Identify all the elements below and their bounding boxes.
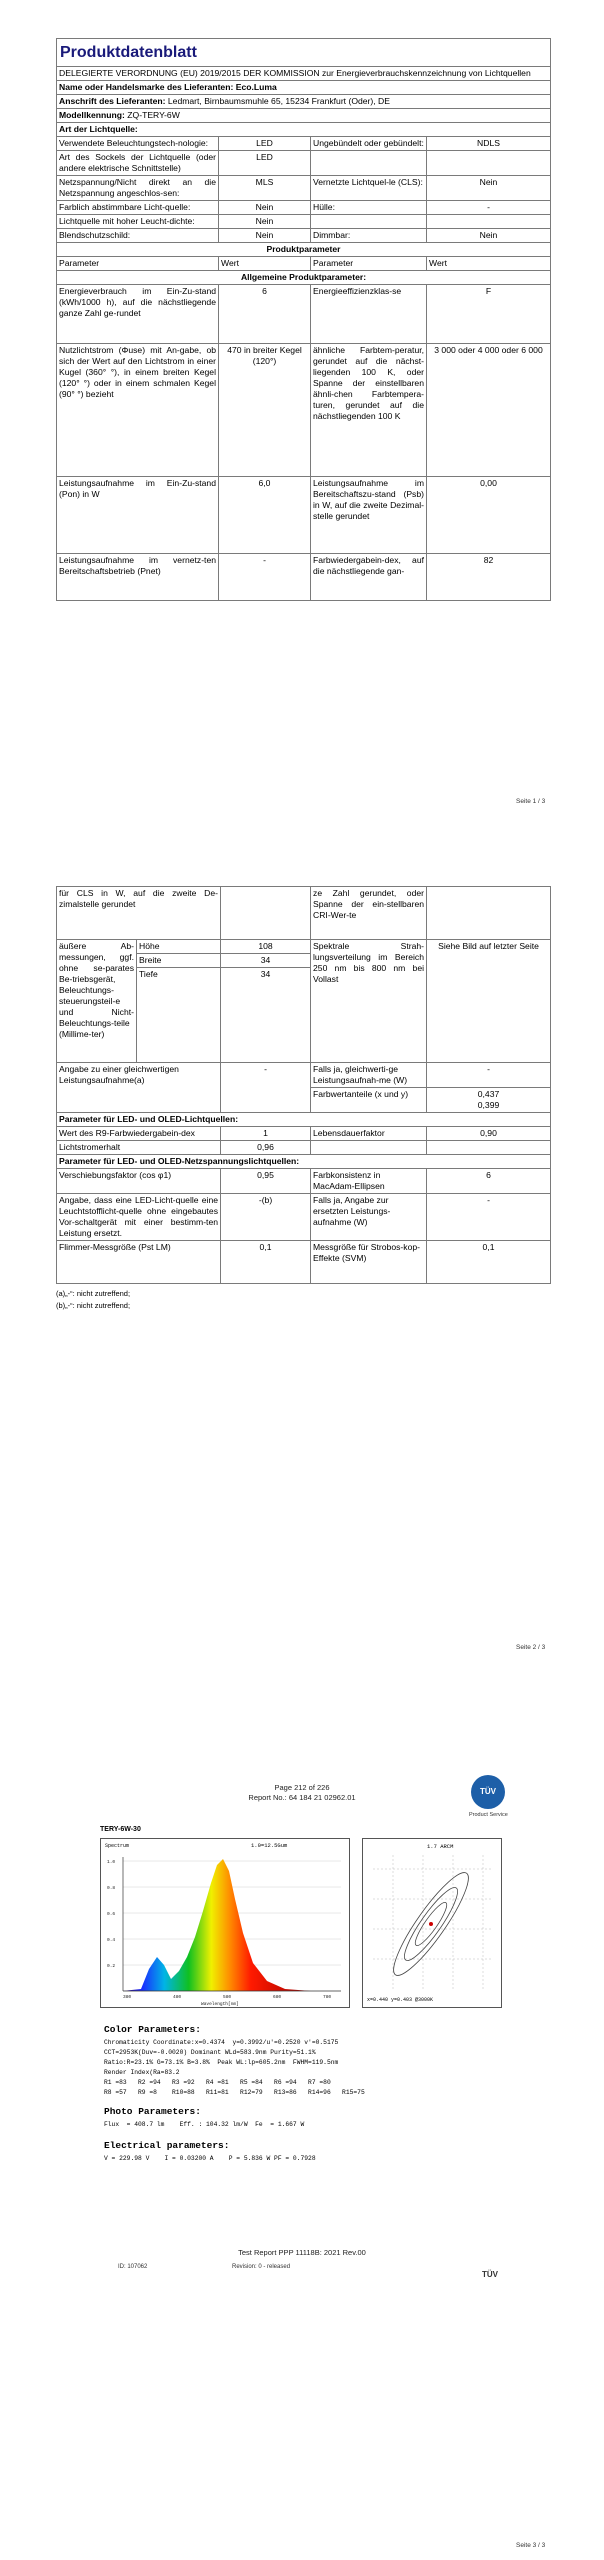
electrical-params-title: Electrical parameters: [104,2140,230,2151]
color-line: Render Index(Ra=83.2 [104,2069,180,2076]
spectrum-axis-label: Wavelength[nm] [201,2002,239,2007]
spectrum-chart [100,1838,350,2008]
row-value: 0,95 [221,1169,311,1194]
row-label: Energieverbrauch im Ein-Zu-stand (kWh/1000 h), auf die nächstliegende ganze Zahl ge-rundet [57,285,219,344]
row-value: Nein [427,229,551,243]
row-label: für CLS in W, auf die zweite De-zimalstelle gerundet [57,887,221,940]
row-value: Nein [219,215,311,229]
page-number: Seite 3 / 3 [516,2542,546,2549]
row-label: Dimmbar: [311,229,427,243]
row-label: Leistungsaufnahme im vernetz-ten Bereitschaftsbetrieb (Pnet) [57,554,219,601]
row-value: 6 [219,285,311,344]
equivalent-power-right-label: Falls ja, gleichwerti-ge Leistungsaufnah-me (W) [311,1063,427,1088]
row-label [311,1141,427,1155]
page-number: Seite 1 / 3 [516,798,546,805]
tuv-small-logo: TÜV [482,2270,498,2279]
row-value [427,887,551,940]
row-label: ähnliche Farbtem-peratur, gerundet auf die nächst-liegenden 100 K, oder Spanne der einstellbaren ähnli-chen Farbtempera-turen, gerundet auf die nächstliegenden 100 K [311,344,427,477]
device-label: TERY-6W-30 [100,1826,141,1833]
dimensions-label: äußere Ab-messungen, ggf. ohne se-parates Be-triebsgerät, Beleuchtungs-steuerungsteil-e und Nicht-Beleuchtungs-teile (Millime-ter) [57,940,137,1063]
spectrum-y-tick: 0.8 [107,1886,116,1891]
dimension-key: Tiefe [137,968,221,1063]
row-label: Angabe, dass eine LED-Licht-quelle eine Leuchtstofflicht-quelle ohne eingebautes Vor-schaltgerät mit einer bestimm-ten Leistung ersetzt. [57,1194,221,1241]
chromaticity-y: 0,399 [477,1100,500,1110]
color-params-block [104,2038,365,2098]
dimension-value: 108 [221,940,311,954]
row-label: Leistungsaufnahme im Bereitschaftszu-stand (Psb) in W, auf die zweite Dezimal-stelle gerundet [311,477,427,554]
equivalent-power-right-value: - [427,1063,551,1088]
row-value: 0,00 [427,477,551,554]
row-value: 1 [221,1127,311,1141]
row-label: Flimmer-Messgröße (Pst LM) [57,1241,221,1284]
row-value: - [427,201,551,215]
supplier-address-row [57,95,551,109]
color-line: R1 =83 R2 =94 R3 =92 R4 =81 R5 =84 R6 =94 R7 =80 [104,2079,331,2086]
row-label: Netzspannung/Nicht direkt an die Netzspannung angeschlos-sen: [57,176,219,201]
ellipse-caption: x=0.440 y=0.403 @3000K [367,1997,434,2003]
supplier-address: Ledmart, Birnbaumsmuhle 65, 15234 Frankfurt (Oder), DE [167,96,390,106]
footnote-b: (b)„-“: nicht zutreffend; [56,1301,131,1310]
general-params-header: Allgemeine Produktparameter: [57,271,551,285]
spectrum-x-tick: 680 [273,1995,282,2000]
spectrum-y-tick: 1.0 [107,1860,116,1865]
spectrum-curve [123,1859,311,1991]
supplier-name: Name oder Handelsmarke des Lieferanten: Eco.Luma [57,81,551,95]
row-value [427,215,551,229]
row-value: F [427,285,551,344]
dimension-key: Breite [137,954,221,968]
spectrum-x-tick: 780 [323,1995,332,2000]
row-label: Falls ja, Angabe zur ersetzten Leistungs-aufnahme (W) [311,1194,427,1241]
row-label [311,215,427,229]
row-label: Energieeffizienzklas-se [311,285,427,344]
product-params-header: Produktparameter [57,243,551,257]
row-value: -(b) [221,1194,311,1241]
page-3 [0,1760,604,2560]
row-value: 3 000 oder 4 000 oder 6 000 [427,344,551,477]
electrical-params-line: V = 229.98 V I = 0.03200 A P = 5.836 W PF = 0.7928 [104,2155,316,2162]
row-label: Blendschutzschild: [57,229,219,243]
equivalent-power-value: - [221,1063,311,1113]
row-value: 6 [427,1169,551,1194]
dimension-value: 34 [221,968,311,1063]
col-header-param: Parameter [311,257,427,271]
col-header-param: Parameter [57,257,219,271]
row-label: Ungebündelt oder gebündelt: [311,137,427,151]
ellipse-title: 1.7 ARCM [427,1843,454,1850]
row-value [221,887,311,940]
row-value: - [427,1194,551,1241]
spectrum-corner-label: Spectrum [105,1843,130,1849]
row-value: LED [219,151,311,176]
row-value: - [219,554,311,601]
row-value: LED [219,137,311,151]
row-value: 82 [427,554,551,601]
row-label: ze Zahl gerundet, oder Spanne der ein-stellbaren CRI-Wer-te [311,887,427,940]
spectrum-y-tick: 0.6 [107,1912,116,1917]
spectrum-y-tick: 0.2 [107,1964,116,1969]
model-id: ZQ-TERY-6W [127,110,180,120]
footnotes [56,1288,550,1312]
macadam-svg [363,1839,501,2007]
col-header-value: Wert [427,257,551,271]
document-id: ID: 107062 [118,2264,148,2270]
row-value: Nein [219,201,311,215]
color-line: CCT=2953K(Duv=-0.0020) Dominant WLd=583.9nm Purity=51.1% [104,2049,316,2056]
row-value: 470 in breiter Kegel (120°) [219,344,311,477]
revision: Revision: 0 - released [232,2264,291,2270]
row-label: Wert des R9-Farbwiedergabein-dex [57,1127,221,1141]
row-label: Hülle: [311,201,427,215]
spectrum-x-tick: 480 [173,1995,182,2000]
spectrum-x-tick: 380 [123,1995,132,2000]
report-number: Report No.: 64 184 21 02962.01 [248,1793,356,1802]
row-value: 0,1 [427,1241,551,1284]
col-header-value: Wert [219,257,311,271]
model-label: Modellkennung: [59,110,125,120]
row-value: Nein [427,176,551,201]
row-label: Lichtquelle mit hoher Leucht-dichte: [57,215,219,229]
test-report: Test Report PPP 11118B: 2021 Rev.00 [238,2248,366,2257]
row-label [311,151,427,176]
row-label: Leistungsaufnahme im Ein-Zu-stand (Pon) in W [57,477,219,554]
row-label: Vernetzte Lichtquel-le (CLS): [311,176,427,201]
row-value [427,151,551,176]
color-line: Ratio:R=23.1% G=73.1% B=3.8% Peak WL:lp=605.2nm FWHM=119.5nm [104,2059,339,2066]
color-line: R8 =57 R9 =8 R10=88 R11=81 R12=79 R13=86 R14=96 R15=75 [104,2089,365,2096]
equivalent-power-label: Angabe zu einer gleichwertigen Leistungsaufnahme(a) [57,1063,221,1113]
photo-params-line: Flux = 408.7 lm Eff. : 104.32 lm/W Fe = 1.667 W [104,2121,305,2128]
row-value: 6,0 [219,477,311,554]
page-1 [0,0,604,805]
led-params-header: Parameter für LED- und OLED-Lichtquellen: [57,1113,551,1127]
row-value: 0,1 [221,1241,311,1284]
footnote-a: (a)„-“: nicht zutreffend; [56,1289,131,1298]
row-label: Verschiebungsfaktor (cos φ1) [57,1169,221,1194]
row-label: Farblich abstimmbare Licht-quelle: [57,201,219,215]
chromaticity-values [427,1088,551,1113]
spectrum-y-tick: 0.4 [107,1938,116,1943]
spectrum-title: 1.0=12.5Gum [251,1842,288,1849]
spectrum-x-tick: 580 [223,1995,232,2000]
chromaticity-x: 0,437 [477,1089,500,1099]
page-title: Produktdatenblatt [57,39,551,67]
row-label: Nutzlichtstrom (Φuse) mit An-gabe, ob sich der Wert auf den Lichtstrom in einer Kugel (360° °), in einem breiten Kegel (120° °) oder in einem schmalen Kegel (90° °) bezieht [57,344,219,477]
row-label: Farbwiedergabein-dex, auf die nächstliegende gan- [311,554,427,601]
row-label: Messgröße für Strobos-kop-Effekte (SVM) [311,1241,427,1284]
datasheet-table [56,38,550,601]
light-source-type-header: Art der Lichtquelle: [57,123,551,137]
spectral-value: Siehe Bild auf letzter Seite [427,940,551,1063]
dimension-value: 34 [221,954,311,968]
row-label: Lebensdauerfaktor [311,1127,427,1141]
ellipse-grid [373,1855,491,1989]
color-params-title: Color Parameters: [104,2024,201,2035]
row-label: Art des Sockels der Lichtquelle (oder andere elektrische Schnittstelle) [57,151,219,176]
datasheet-table-continued [56,886,550,1312]
tuv-logo: TÜV [471,1775,505,1809]
tuv-caption: Product Service [469,1812,508,1818]
dimension-key: Höhe [137,940,221,954]
row-label: Lichtstromerhalt [57,1141,221,1155]
report-page: Page 212 of 226 [274,1783,330,1792]
row-label: Verwendete Beleuchtungstech-nologie: [57,137,219,151]
color-line: Chromaticity Coordinate:x=0.4374 y=0.3992/u'=0.2520 v'=0.5175 [104,2039,339,2046]
spectral-label: Spektrale Strah-lungsverteilung im Bereich 250 nm bis 800 nm bei Vollast [311,940,427,1063]
row-label: Farbkonsistenz in MacAdam-Ellipsen [311,1169,427,1194]
row-value: MLS [219,176,311,201]
photo-params-title: Photo Parameters: [104,2106,201,2117]
spectrum-svg [101,1839,349,2007]
model-row [57,109,551,123]
supplier-address-label: Anschrift des Lieferanten: [59,96,166,106]
macadam-chart [362,1838,502,2008]
page-number: Seite 2 / 3 [516,1644,546,1651]
row-value: 0,90 [427,1127,551,1141]
regulation-text: DELEGIERTE VERORDNUNG (EU) 2019/2015 DER KOMMISSION zur Energieverbrauchskennzeichnung von Lichtquellen [57,67,551,81]
row-value: Nein [219,229,311,243]
page-2 [0,880,604,1680]
measured-point [429,1922,433,1926]
row-value: 0,96 [221,1141,311,1155]
row-value: NDLS [427,137,551,151]
mains-params-header: Parameter für LED- und OLED-Netzspannungslichtquellen: [57,1155,551,1169]
chromaticity-label: Farbwertanteile (x und y) [311,1088,427,1113]
row-value [427,1141,551,1155]
